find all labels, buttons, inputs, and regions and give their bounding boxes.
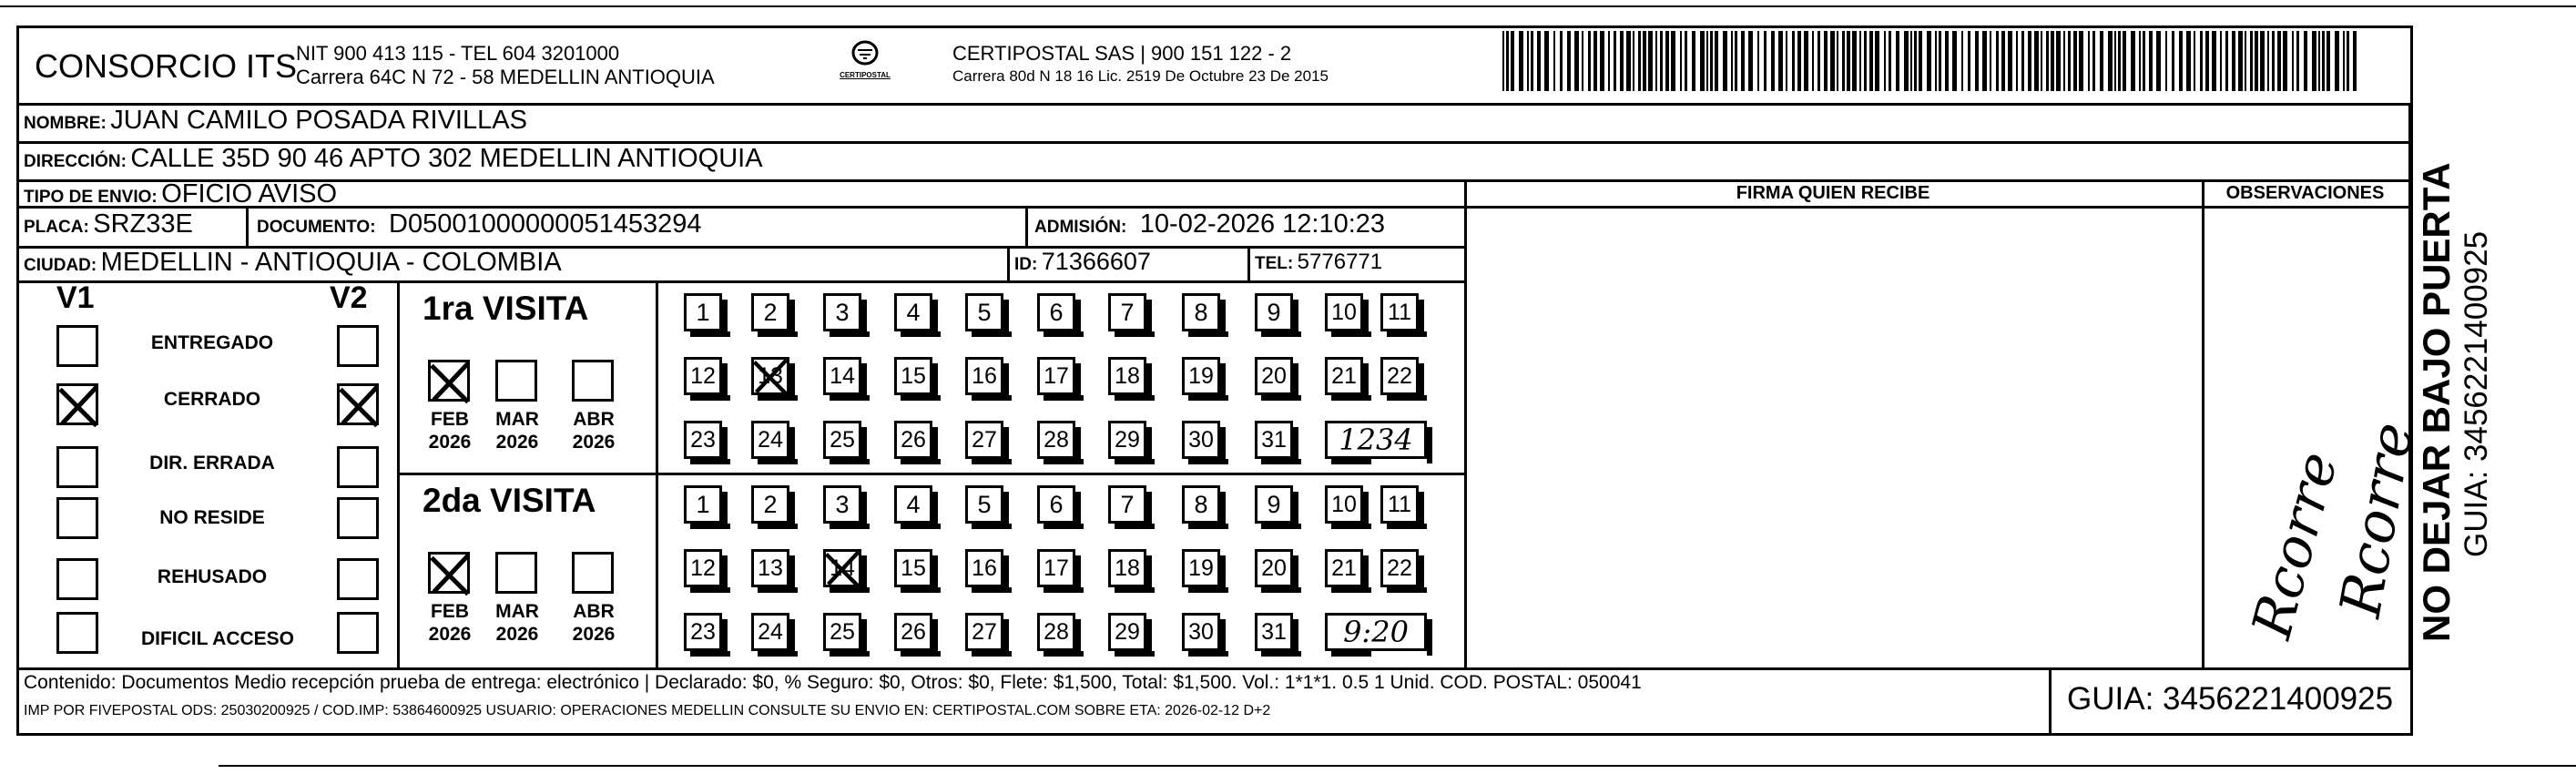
company-nit: NIT 900 413 115 - TEL 604 3201000 bbox=[296, 42, 620, 65]
day-box[interactable]: 27 bbox=[965, 613, 1003, 651]
col-line bbox=[397, 280, 400, 667]
id-row bbox=[1014, 248, 1151, 276]
status-label: CERRADO bbox=[163, 389, 261, 410]
top-edge-line bbox=[0, 5, 2576, 7]
placa-value: SRZ33E bbox=[93, 209, 193, 239]
col-line bbox=[2408, 103, 2411, 667]
v2-label: V2 bbox=[330, 280, 368, 315]
side-guia: GUIA: 3456221400925 bbox=[2459, 230, 2494, 557]
day-box[interactable]: 13 bbox=[751, 357, 789, 395]
day-box[interactable]: 31 bbox=[1255, 421, 1293, 459]
id-value: 71366607 bbox=[1041, 248, 1151, 275]
month-name: FEB bbox=[431, 601, 469, 622]
day-box[interactable]: 31 bbox=[1255, 613, 1293, 651]
status-label: ENTREGADO bbox=[150, 332, 274, 353]
month-checkbox[interactable] bbox=[572, 360, 614, 402]
visit-title: 2da VISITA bbox=[423, 482, 596, 519]
day-box[interactable]: 6 bbox=[1037, 485, 1075, 524]
v1-checkbox[interactable] bbox=[56, 325, 98, 367]
ciudad-row bbox=[24, 248, 562, 278]
day-box[interactable]: 17 bbox=[1037, 357, 1075, 395]
day-box[interactable]: 12 bbox=[684, 549, 722, 587]
check-mark-icon bbox=[427, 359, 473, 404]
direccion-row bbox=[24, 144, 763, 174]
month-label bbox=[423, 600, 477, 646]
nombre-label: NOMBRE: bbox=[24, 114, 107, 133]
col-line bbox=[2049, 667, 2052, 736]
day-box[interactable]: 10 bbox=[1325, 293, 1363, 331]
row-line bbox=[16, 280, 1464, 283]
day-box[interactable]: 28 bbox=[1037, 421, 1075, 459]
day-box[interactable]: 14 bbox=[823, 357, 861, 395]
bottom-edge-line bbox=[219, 765, 2576, 767]
documento-label: DOCUMENTO: bbox=[257, 218, 376, 237]
day-box[interactable]: 12 bbox=[684, 357, 722, 395]
day-box[interactable]: 1 bbox=[684, 485, 722, 524]
day-box[interactable]: 9 bbox=[1255, 485, 1293, 524]
tel-row bbox=[1255, 250, 1382, 275]
v1-checkbox[interactable] bbox=[56, 612, 98, 654]
v2-checkbox[interactable] bbox=[337, 446, 379, 488]
day-box[interactable]: 20 bbox=[1255, 549, 1293, 587]
footer-guia: GUIA: 3456221400925 bbox=[2067, 681, 2394, 717]
ciudad-value: MEDELLIN - ANTIOQUIA - COLOMBIA bbox=[100, 248, 562, 277]
day-box[interactable]: 16 bbox=[965, 549, 1003, 587]
day-box[interactable]: 23 bbox=[684, 421, 722, 459]
day-box[interactable]: 30 bbox=[1182, 421, 1220, 459]
footer-line1: Contenido: Documentos Medio recepción prueba de entrega: electrónico | Declarado: $0, % Seguro: $0, Otros: $0, Flete: $1,500, Total: $1,500. Vol.: 1*1*1. 0.5 1 Unid. COD. POSTAL: 050041 bbox=[24, 672, 1642, 693]
day-box[interactable]: 3 bbox=[823, 485, 861, 524]
day-box[interactable]: 1 bbox=[684, 293, 722, 331]
v1-checkbox[interactable] bbox=[56, 497, 98, 539]
month-checkbox[interactable] bbox=[572, 552, 614, 594]
day-box[interactable]: 29 bbox=[1108, 613, 1146, 651]
v1-checkbox[interactable] bbox=[56, 446, 98, 488]
tel-value: 5776771 bbox=[1297, 250, 1383, 274]
day-box[interactable]: 20 bbox=[1255, 357, 1293, 395]
month-year: 2026 bbox=[428, 432, 472, 453]
col-line bbox=[656, 280, 658, 667]
day-box[interactable]: 6 bbox=[1037, 293, 1075, 331]
direccion-value: CALLE 35D 90 46 APTO 302 MEDELLIN ANTIOQUIA bbox=[130, 144, 763, 173]
v2-checkbox[interactable] bbox=[337, 497, 379, 539]
certipostal-name: CERTIPOSTAL SAS | 900 151 122 - 2 bbox=[952, 42, 1292, 65]
company-name: CONSORCIO ITS bbox=[35, 47, 298, 85]
day-box[interactable]: 24 bbox=[751, 421, 789, 459]
day-box[interactable]: 21 bbox=[1325, 357, 1363, 395]
check-mark-icon bbox=[822, 548, 862, 588]
id-label: ID: bbox=[1014, 255, 1038, 274]
month-year: 2026 bbox=[428, 624, 472, 645]
day-box[interactable]: 8 bbox=[1182, 293, 1220, 331]
tipo-row bbox=[24, 179, 337, 209]
v1-checkbox[interactable] bbox=[56, 558, 98, 600]
nombre-value: JUAN CAMILO POSADA RIVILLAS bbox=[110, 106, 527, 135]
day-box[interactable]: 8 bbox=[1182, 485, 1220, 524]
day-box[interactable]: 15 bbox=[894, 549, 932, 587]
col-line bbox=[1464, 179, 1467, 667]
v1-checkbox[interactable] bbox=[56, 383, 98, 425]
v2-checkbox[interactable] bbox=[337, 325, 379, 367]
day-box[interactable]: 2 bbox=[751, 485, 789, 524]
check-mark-icon bbox=[56, 382, 101, 428]
admision-label: ADMISIÓN: bbox=[1034, 218, 1127, 237]
observation-note: Rcorre bbox=[2240, 445, 2351, 646]
day-box[interactable]: 2 bbox=[751, 293, 789, 331]
col-line bbox=[246, 206, 249, 246]
col-line bbox=[2202, 179, 2204, 667]
admision-row bbox=[1034, 209, 1385, 239]
documento-value: D05001000000051453294 bbox=[389, 209, 702, 239]
day-box[interactable]: 3 bbox=[823, 293, 861, 331]
row-line bbox=[397, 473, 1464, 475]
col-line bbox=[1025, 206, 1028, 246]
day-box[interactable]: 7 bbox=[1108, 293, 1146, 331]
month-name: FEB bbox=[431, 409, 469, 430]
day-box[interactable]: 26 bbox=[894, 421, 932, 459]
observation-note: Rcorre bbox=[2327, 417, 2427, 622]
day-box[interactable]: 15 bbox=[894, 357, 932, 395]
day-box[interactable]: 9 bbox=[1255, 293, 1293, 331]
day-box[interactable]: 23 bbox=[684, 613, 722, 651]
month-checkbox[interactable] bbox=[495, 360, 537, 402]
month-name: ABR bbox=[573, 409, 615, 430]
day-box[interactable]: 5 bbox=[965, 293, 1003, 331]
nombre-row bbox=[24, 106, 527, 136]
day-box[interactable]: 22 bbox=[1380, 357, 1419, 395]
day-box[interactable]: 25 bbox=[823, 613, 861, 651]
month-name: MAR bbox=[495, 601, 539, 622]
day-box[interactable]: 28 bbox=[1037, 613, 1075, 651]
row-line bbox=[2202, 206, 2408, 209]
status-label: DIFICIL ACCESO bbox=[140, 628, 294, 649]
month-checkbox[interactable] bbox=[428, 552, 470, 594]
status-label: NO RESIDE bbox=[159, 507, 265, 528]
footer-line2: IMP POR FIVEPOSTAL ODS: 25030200925 / COD.IMP: 53864600925 USUARIO: OPERACIONES MEDELLIN CONSULTE SU ENVIO EN: CERTIPOSTAL.COM SOBRE ETA: 2026-02-12 D+2 bbox=[24, 703, 1271, 718]
day-box[interactable]: 11 bbox=[1380, 485, 1419, 524]
v2-checkbox[interactable] bbox=[337, 383, 379, 425]
day-box[interactable]: 21 bbox=[1325, 549, 1363, 587]
v1-label: V1 bbox=[56, 280, 95, 315]
month-label bbox=[490, 600, 545, 646]
row-line bbox=[16, 179, 2413, 182]
v2-checkbox[interactable] bbox=[337, 612, 379, 654]
day-box[interactable]: 14 bbox=[823, 549, 861, 587]
day-box[interactable]: 30 bbox=[1182, 613, 1220, 651]
month-year: 2026 bbox=[495, 624, 539, 645]
col-line bbox=[1007, 246, 1010, 280]
day-box[interactable]: 4 bbox=[894, 485, 932, 524]
tel-label: TEL: bbox=[1255, 254, 1294, 273]
day-box[interactable]: 29 bbox=[1108, 421, 1146, 459]
day-box[interactable]: 19 bbox=[1182, 549, 1220, 587]
certipostal-logo-text: CERTIPOSTAL bbox=[840, 71, 891, 79]
visit-title: 1ra VISITA bbox=[423, 290, 589, 327]
day-box[interactable]: 24 bbox=[751, 613, 789, 651]
month-checkbox[interactable] bbox=[495, 552, 537, 594]
day-box[interactable]: 17 bbox=[1037, 549, 1075, 587]
month-label bbox=[566, 600, 621, 646]
side-title: NO DEJAR BAJO PUERTA bbox=[2415, 162, 2458, 642]
documento-row bbox=[257, 209, 702, 239]
day-box[interactable]: 7 bbox=[1108, 485, 1146, 524]
month-label bbox=[490, 408, 545, 453]
day-box[interactable]: 13 bbox=[751, 549, 789, 587]
day-box[interactable]: 22 bbox=[1380, 549, 1419, 587]
company-address: Carrera 64C N 72 - 58 MEDELLIN ANTIOQUIA bbox=[296, 66, 715, 88]
month-checkbox[interactable] bbox=[428, 360, 470, 402]
day-box[interactable]: 4 bbox=[894, 293, 932, 331]
row-line bbox=[16, 667, 2413, 670]
v2-checkbox[interactable] bbox=[337, 558, 379, 600]
day-box[interactable]: 26 bbox=[894, 613, 932, 651]
tipo-value: OFICIO AVISO bbox=[161, 179, 338, 209]
day-box[interactable]: 19 bbox=[1182, 357, 1220, 395]
day-box[interactable]: 18 bbox=[1108, 357, 1146, 395]
check-mark-icon bbox=[336, 382, 382, 428]
time-box[interactable]: 1234 bbox=[1325, 421, 1427, 459]
time-box[interactable]: 9:20 bbox=[1325, 613, 1427, 651]
month-year: 2026 bbox=[495, 432, 539, 453]
month-year: 2026 bbox=[572, 624, 616, 645]
month-label bbox=[566, 408, 621, 453]
day-box[interactable]: 5 bbox=[965, 485, 1003, 524]
direccion-label: DIRECCIÓN: bbox=[24, 152, 127, 171]
day-box[interactable]: 25 bbox=[823, 421, 861, 459]
placa-label: PLACA: bbox=[24, 218, 89, 237]
ciudad-label: CIUDAD: bbox=[24, 256, 97, 275]
firma-area[interactable] bbox=[1468, 209, 2200, 666]
month-label bbox=[423, 408, 477, 453]
month-name: ABR bbox=[573, 601, 615, 622]
status-label: DIR. ERRADA bbox=[149, 453, 275, 474]
admision-value: 10-02-2026 12:10:23 bbox=[1139, 209, 1386, 239]
day-box[interactable]: 11 bbox=[1380, 293, 1419, 331]
day-box[interactable]: 16 bbox=[965, 357, 1003, 395]
check-mark-icon bbox=[750, 356, 790, 396]
day-box[interactable]: 27 bbox=[965, 421, 1003, 459]
status-label: REHUSADO bbox=[157, 566, 268, 587]
observaciones-header: OBSERVACIONES bbox=[2225, 183, 2385, 203]
month-year: 2026 bbox=[572, 432, 616, 453]
col-line bbox=[1247, 246, 1250, 280]
check-mark-icon bbox=[427, 551, 473, 596]
certipostal-address: Carrera 80d N 18 16 Lic. 2519 De Octubre 23 De 2015 bbox=[952, 67, 1329, 85]
day-box[interactable]: 18 bbox=[1108, 549, 1146, 587]
month-name: MAR bbox=[495, 409, 539, 430]
firma-header: FIRMA QUIEN RECIBE bbox=[1736, 183, 1930, 203]
day-box[interactable]: 10 bbox=[1325, 485, 1363, 524]
placa-row bbox=[24, 209, 193, 239]
tipo-label: TIPO DE ENVIO: bbox=[24, 188, 158, 207]
